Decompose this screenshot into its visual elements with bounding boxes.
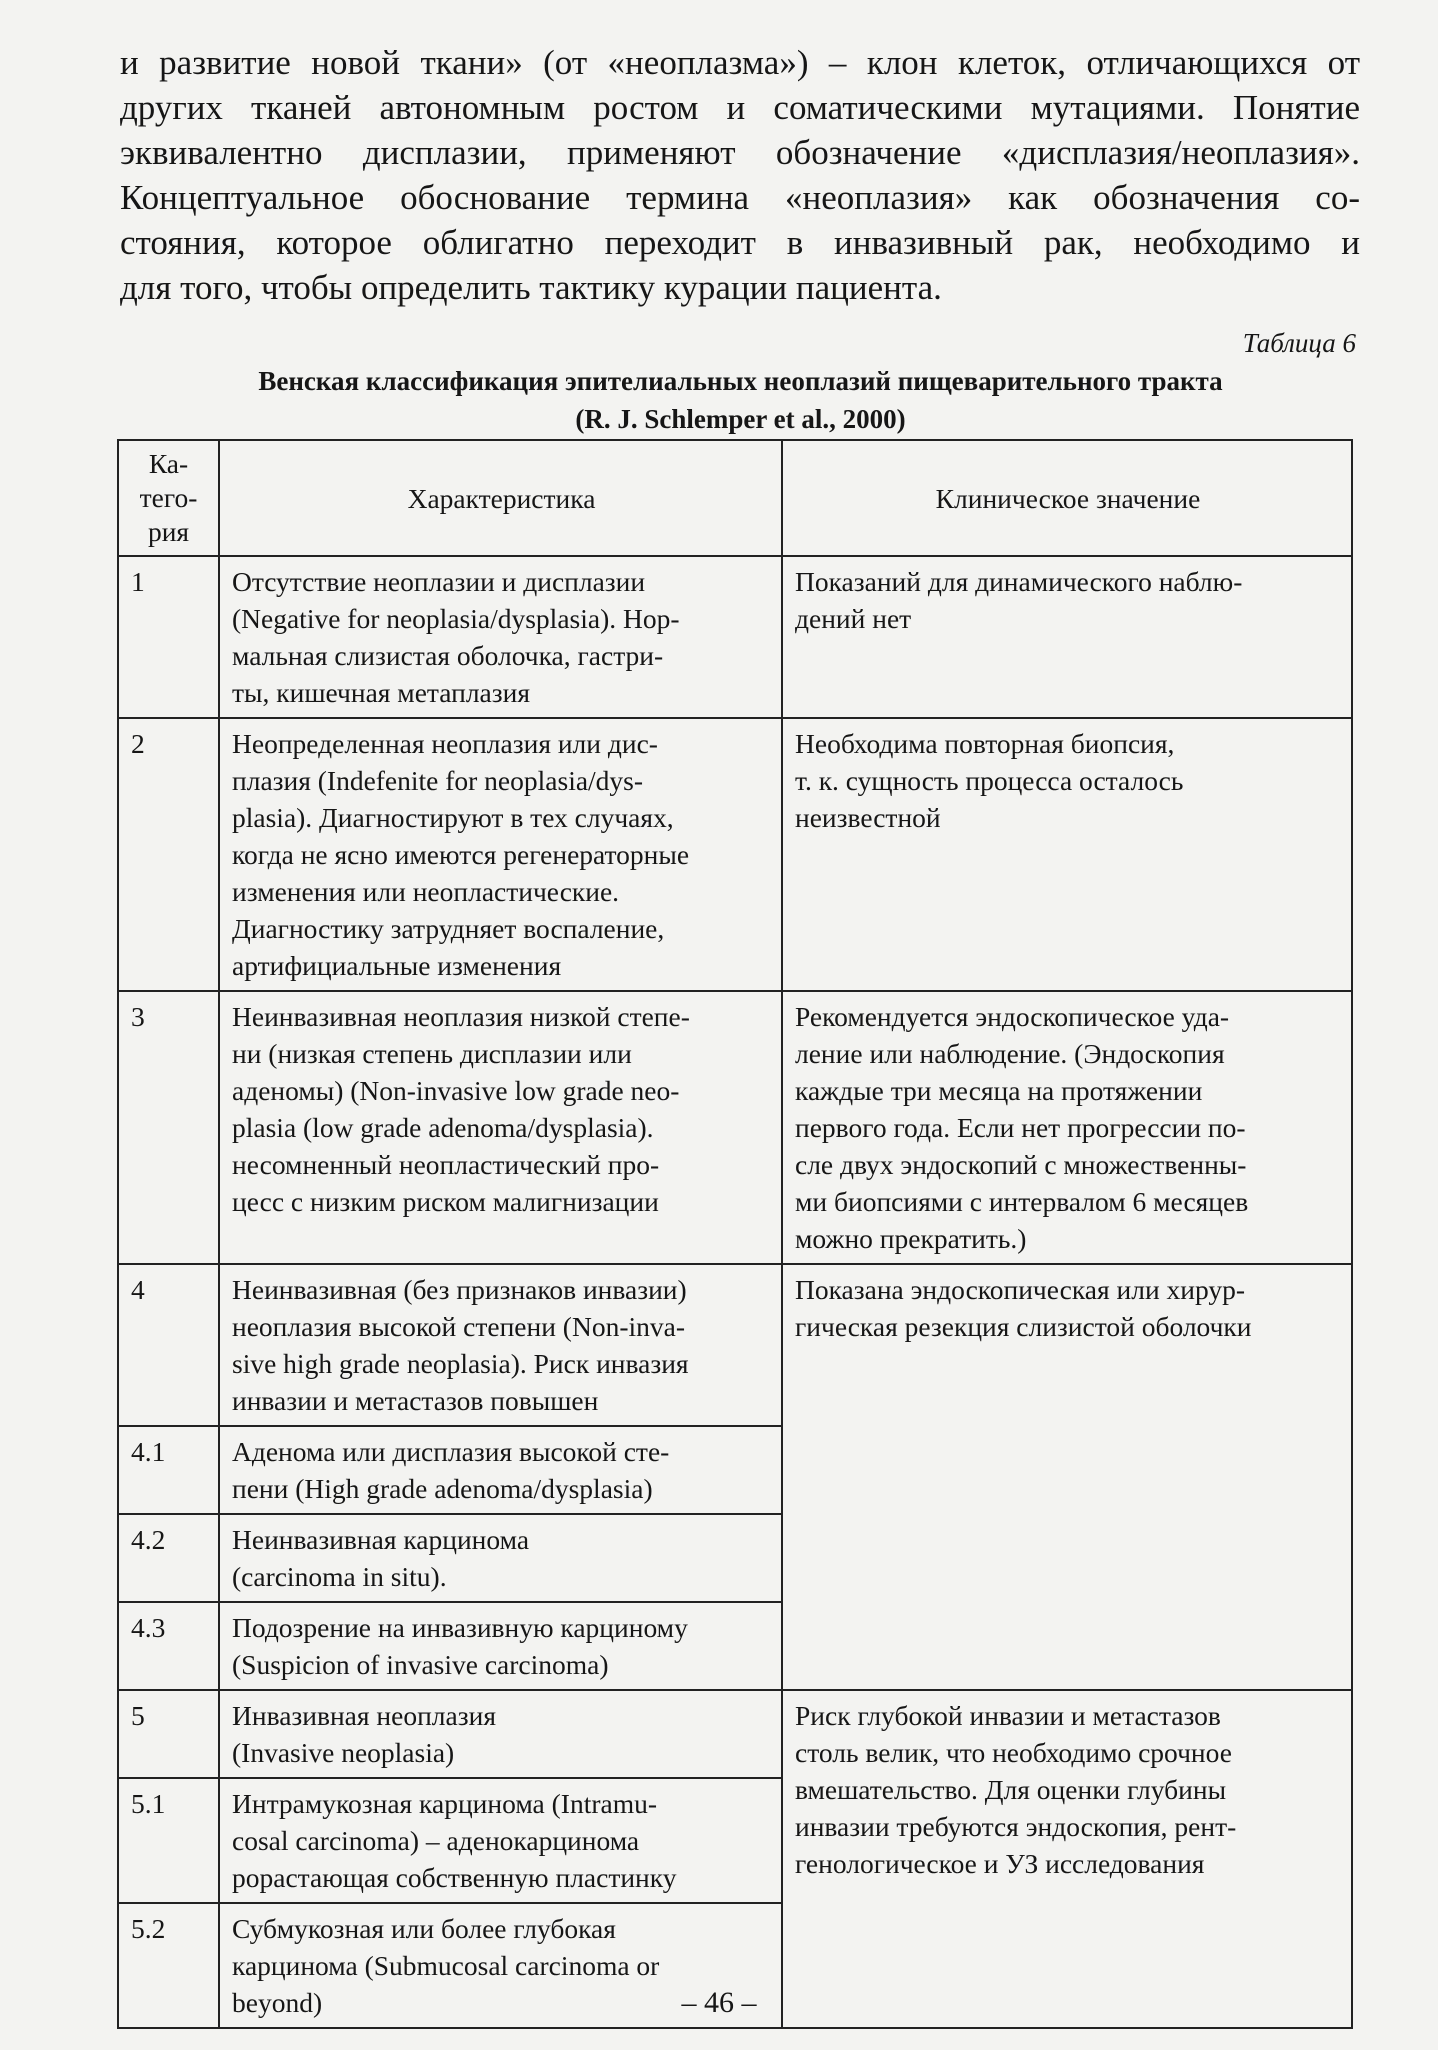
- characteristic-cell-line: (Negative for neoplasia/dysplasia). Нор-: [232, 603, 680, 634]
- characteristic-cell-line: Отсутствие неоплазии и дисплазии: [232, 566, 646, 597]
- clinical-cell-line: Рекомендуется эндоскопическое уда-: [795, 1001, 1230, 1032]
- characteristic-cell-line: несомненный неопластический про-: [232, 1149, 660, 1180]
- category-cell: 5.2: [118, 1903, 219, 2028]
- clinical-cell-line: гическая резекция слизистой оболочки: [795, 1311, 1252, 1342]
- category-cell: 4.3: [118, 1602, 219, 1690]
- characteristic-cell-line: Неопределенная неоплазия или дис-: [232, 728, 658, 759]
- characteristic-cell-line: плазия (Indefenite for neoplasia/dys-: [232, 765, 644, 796]
- characteristic-cell-line: рорастающая собственную пластинку: [232, 1862, 677, 1893]
- characteristic-cell-line: когда не ясно имеются регенераторные: [232, 839, 690, 870]
- characteristic-cell-line: Неинвазивная карцинома: [232, 1524, 530, 1555]
- characteristic-cell: [219, 718, 782, 991]
- table-title-line: Венская классификация эпителиальных неоплазий пищеварительного тракта: [258, 366, 1223, 396]
- characteristic-cell-line: Субмукозная или более глубокая: [232, 1913, 616, 1944]
- clinical-cell-line: дений нет: [795, 603, 912, 634]
- characteristic-cell-line: изменения или неопластические.: [232, 876, 620, 907]
- characteristic-cell: [219, 1690, 782, 1778]
- category-cell: 4.2: [118, 1514, 219, 1602]
- clinical-cell: [782, 556, 1352, 718]
- vienna-classification-table: [117, 439, 1353, 2029]
- characteristic-cell-line: мальная слизистая оболочка, гастри-: [232, 640, 664, 671]
- header-category: Ка- тего- рия: [118, 440, 219, 556]
- characteristic-cell: [219, 1778, 782, 1903]
- characteristic-cell-line: plasia (low grade adenoma/dysplasia).: [232, 1112, 654, 1143]
- table-number: Таблица 6: [1242, 328, 1356, 358]
- clinical-cell-line: можно прекратить.): [795, 1223, 1027, 1254]
- clinical-cell-line: Необходима повторная биопсия,: [795, 728, 1175, 759]
- table-title: [118, 362, 1363, 438]
- header-characteristic: Характеристика: [219, 440, 782, 556]
- clinical-cell-line: столь велик, что необходимо срочное: [795, 1737, 1232, 1768]
- clinical-cell-line: Показаний для динамического наблю-: [795, 566, 1243, 597]
- clinical-cell-line: ление или наблюдение. (Эндоскопия: [795, 1038, 1225, 1069]
- clinical-cell-line: каждые три месяца на протяжении: [795, 1075, 1203, 1106]
- characteristic-cell-line: Инвазивная неоплазия: [232, 1700, 496, 1731]
- page-number: – 46 –: [681, 1986, 757, 2019]
- characteristic-cell-line: цесс с низким риском малигнизации: [232, 1186, 659, 1217]
- table-row: [118, 1264, 1352, 1426]
- header-clinical: Клиническое значение: [782, 440, 1352, 556]
- characteristic-cell-line: артифициальные изменения: [232, 950, 562, 981]
- characteristic-cell-line: cosal carcinoma) – аденокарцинома: [232, 1825, 640, 1856]
- characteristic-cell-line: неоплазия высокой степени (Non-inva-: [232, 1311, 685, 1342]
- characteristic-cell: [219, 1264, 782, 1426]
- clinical-cell-line: сле двух эндоскопий с множественны-: [795, 1149, 1247, 1180]
- clinical-cell-line: неизвестной: [795, 802, 941, 833]
- characteristic-cell-line: Неинвазивная (без признаков инвазии): [232, 1274, 687, 1305]
- category-cell: 1: [118, 556, 219, 718]
- characteristic-cell-line: (Suspicion of invasive carcinoma): [232, 1649, 609, 1680]
- category-cell: 2: [118, 718, 219, 991]
- characteristic-cell-line: инвазии и метастазов повышен: [232, 1385, 599, 1416]
- table-row: [118, 718, 1352, 991]
- characteristic-cell-line: ни (низкая степень дисплазии или: [232, 1038, 632, 1069]
- intro-line: для того, чтобы определить тактику курации пациента.: [120, 268, 942, 307]
- clinical-cell: [782, 991, 1352, 1264]
- table-row: [118, 556, 1352, 718]
- clinical-cell-line: ми биопсиями с интервалом 6 месяцев: [795, 1186, 1249, 1217]
- category-cell: 4.1: [118, 1426, 219, 1514]
- characteristic-cell: [219, 991, 782, 1264]
- characteristic-cell-line: пени (High grade adenoma/dysplasia): [232, 1473, 653, 1504]
- table-title-line: (R. J. Schlemper et al., 2000): [575, 404, 906, 434]
- characteristic-cell-line: sive high grade neoplasia). Риск инвазия: [232, 1348, 689, 1379]
- intro-line: эквивалентно дисплазии, применяют обозначение «дисплазия/неоплазия».: [120, 133, 1360, 172]
- table-row: [118, 1690, 1352, 1778]
- characteristic-cell-line: (carcinoma in situ).: [232, 1561, 447, 1592]
- characteristic-cell-line: аденомы) (Non-invasive low grade neo-: [232, 1075, 680, 1106]
- clinical-cell-line: первого года. Если нет прогрессии по-: [795, 1112, 1246, 1143]
- category-cell: 4: [118, 1264, 219, 1426]
- characteristic-cell: [219, 556, 782, 718]
- clinical-cell-line: вмешательство. Для оценки глубины: [795, 1774, 1227, 1805]
- category-cell: 5.1: [118, 1778, 219, 1903]
- clinical-cell-line: Риск глубокой инвазии и метастазов: [795, 1700, 1221, 1731]
- characteristic-cell-line: plasia). Диагностируют в тех случаях,: [232, 802, 674, 833]
- category-cell: 5: [118, 1690, 219, 1778]
- characteristic-cell-line: карцинома (Submucosal carcinoma or: [232, 1950, 660, 1981]
- intro-line: других тканей автономным ростом и соматическими мутациями. Понятие: [120, 88, 1360, 127]
- clinical-cell: [782, 718, 1352, 991]
- clinical-cell: [782, 1690, 1352, 2028]
- characteristic-cell-line: Неинвазивная неоплазия низкой степе-: [232, 1001, 690, 1032]
- clinical-cell-line: т. к. сущность процесса осталось: [795, 765, 1184, 796]
- characteristic-cell-line: Аденома или дисплазия высокой сте-: [232, 1436, 670, 1467]
- table-row: [118, 991, 1352, 1264]
- characteristic-cell-line: (Invasive neoplasia): [232, 1737, 455, 1768]
- characteristic-cell-line: Диагностику затрудняет воспаление,: [232, 913, 665, 944]
- intro-paragraph: [120, 40, 1360, 310]
- characteristic-cell-line: Подозрение на инвазивную карциному: [232, 1612, 688, 1643]
- intro-line: стояния, которое облигатно переходит в инвазивный рак, необходимо и: [120, 223, 1360, 262]
- characteristic-cell-line: ты, кишечная метаплазия: [232, 677, 530, 708]
- clinical-cell-line: генологическое и УЗ исследования: [795, 1848, 1205, 1879]
- characteristic-cell-line: Интрамукозная карцинома (Intramu-: [232, 1788, 658, 1819]
- clinical-cell-line: Показана эндоскопическая или хирур-: [795, 1274, 1246, 1305]
- table-header-row: [118, 440, 1352, 556]
- characteristic-cell: [219, 1514, 782, 1602]
- category-cell: 3: [118, 991, 219, 1264]
- intro-line: и развитие новой ткани» (от «неоплазма») – клон клеток, отличающихся от: [120, 43, 1360, 82]
- clinical-cell: [782, 1264, 1352, 1690]
- characteristic-cell: [219, 1426, 782, 1514]
- clinical-cell-line: инвазии требуются эндоскопия, рент-: [795, 1811, 1237, 1842]
- characteristic-cell: [219, 1602, 782, 1690]
- characteristic-cell-line: beyond): [232, 1987, 323, 2018]
- intro-line: Концептуальное обоснование термина «неоплазия» как обозначения со-: [120, 178, 1360, 217]
